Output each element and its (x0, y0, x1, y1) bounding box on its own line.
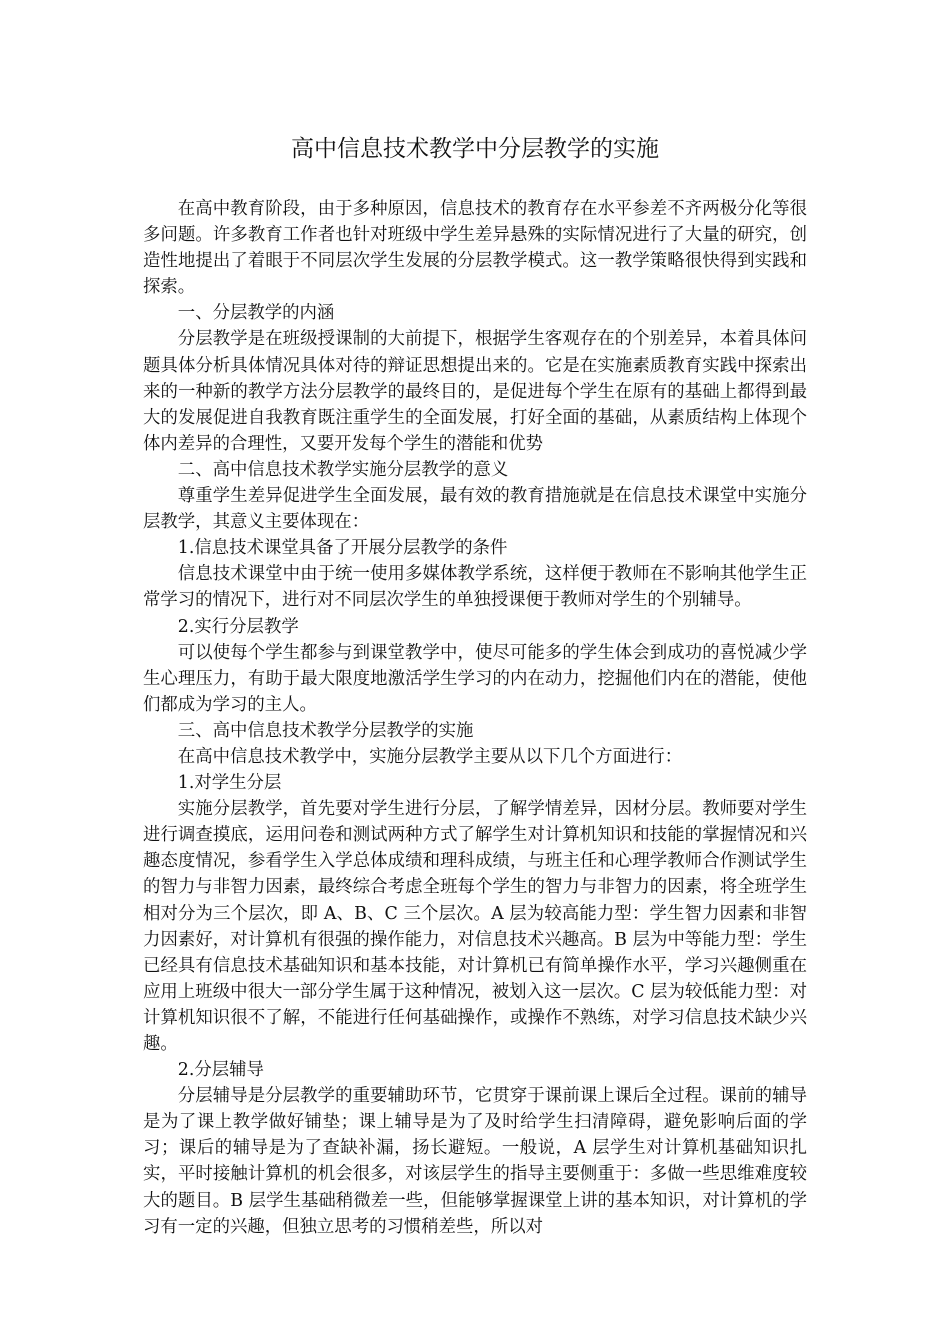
section-heading-1: 一、分层教学的内涵 (177, 303, 335, 324)
intro-paragraph: 在高中教育阶段，由于多种原因，信息技术的教育存在水平参差不齐两极分化等很多问题。许多教育工作者也针对班级中学生差异悬殊的实际情况进行了大量的研究，创造性地提出了着眼于不同层次学生发展的分层教学模式。这一教学策略很快得到实践和探索。 (143, 199, 807, 298)
subsection-heading: 1.信息技术课堂具备了开展分层教学的条件 (177, 538, 508, 559)
document-title: 高中信息技术教学中分层教学的实施 (291, 136, 659, 162)
body-paragraph: 信息技术课堂中由于统一使用多媒体教学系统，这样便于教师在不影响其他学生正常学习的情况下，进行对不同层次学生的单独授课便于教师对学生的个别辅导。 (143, 564, 807, 611)
document-body (143, 196, 807, 1240)
body-paragraph: 分层教学是在班级授课制的大前提下，根据学生客观存在的个别差异，本着具体问题具体分析具体情况具体对待的辩证思想提出来的。它是在实施素质教育实践中探索出来的一种新的教学方法分层教学的最终目的，是促进每个学生在原有的基础上都得到最大的发展促进自我教育既注重学生的全面发展，打好全面的基础，从素质结构上体现个体内差异的合理性，又要开发每个学生的潜能和优势 (143, 329, 807, 454)
subsection-heading: 1.对学生分层 (177, 773, 282, 794)
body-paragraph: 可以使每个学生都参与到课堂教学中，使尽可能多的学生体会到成功的喜悦减少学生心理压力，有助于最大限度地激活学生学习的内在动力，挖掘他们内在的潜能，使他们都成为学习的主人。 (143, 642, 807, 715)
body-paragraph: 尊重学生差异促进学生全面发展，最有效的教育措施就是在信息技术课堂中实施分层教学，其意义主要体现在： (143, 486, 807, 533)
section-heading-3: 三、高中信息技术教学分层教学的实施 (177, 720, 474, 741)
section-heading-2: 二、高中信息技术教学实施分层教学的意义 (177, 459, 509, 480)
subsection-heading: 2.分层辅导 (177, 1060, 264, 1081)
body-paragraph: 分层辅导是分层教学的重要辅助环节，它贯穿于课前课上课后全过程。课前的辅导是为了课上教学做好铺垫；课上辅导是为了及时给学生扫清障碍，避免影响后面的学习；课后的辅导是为了查缺补漏，扬长避短。一般说，A 层学生对计算机基础知识扎实，平时接触计算机的机会很多，对该层学生的指导主要侧重于：多做一些思维难度较大的题目。B 层学生基础稍微差一些，但能够掌握课堂上讲的基本知识，对计算机的学习有一定的兴趣，但独立思考的习惯稍差些，所以对 (143, 1086, 807, 1237)
subsection-heading: 2.实行分层教学 (177, 616, 299, 637)
body-paragraph: 实施分层教学，首先要对学生进行分层，了解学情差异，因材分层。教师要对学生进行调查摸底，运用问卷和测试两种方式了解学生对计算机知识和技能的掌握情况和兴趣态度情况，参看学生入学总体成绩和理科成绩，与班主任和心理学教师合作测试学生的智力与非智力因素，最终综合考虑全班每个学生的智力与非智力的因素，将全班学生相对分为三个层次，即 A、B、C 三个层次。A 层为较高能力型：学生智力因素和非智力因素好，对计算机有很强的操作能力，对信息技术兴趣高。B 层为中等能力型：学生已经具有信息技术基础知识和基本技能，对计算机已有简单操作水平，学习兴趣侧重在应用上班级中很大一部分学生属于这种情况，被划入这一层次。C 层为较低能力型：对计算机知识很不了解，不能进行任何基础操作，或操作不熟练，对学习信息技术缺少兴趣。 (143, 799, 807, 1054)
body-paragraph: 在高中信息技术教学中，实施分层教学主要从以下几个方面进行： (177, 746, 683, 767)
